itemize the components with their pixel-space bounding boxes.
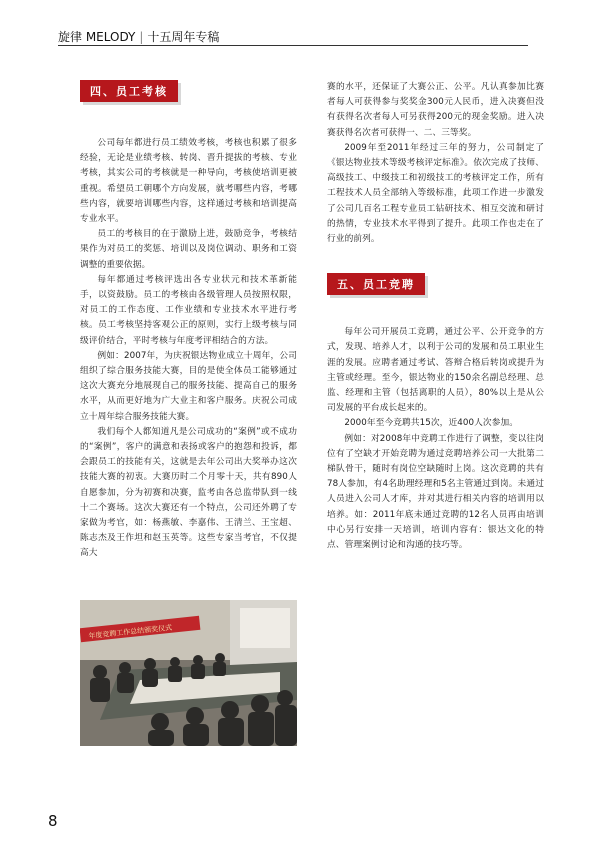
- paragraph: 例如：2007年，为庆祝银达物业成立十周年，公司组织了综合服务技能大赛，目的是使全体员工能够通过这次大赛充分地展现自己的服务技能、提高自己的服务水平，从而更好地为广大业主和客户服务。庆祝公司成立十周年综合服务技能大赛。: [80, 350, 297, 422]
- right-column: [327, 80, 544, 553]
- paragraph: 2009年至2011年经过三年的努力，公司制定了《银达物业技术等级考核评定标准》。依次完成了技师、高级技工、中级技工和初级技工的考核评定工作，所有工程技术人员全部纳入等级标准，此项工作进一步激发了公司几百名工程专业员工钻研技术、相互交流和研讨的热情，专业技术水平得到了提升。此项工作也走在了行业的前列。: [327, 142, 544, 245]
- meeting-photo: [80, 600, 297, 746]
- magazine-title: 旋律 MELODY: [58, 30, 136, 44]
- header-separator: |: [139, 30, 144, 44]
- paragraph: 每年公司开展员工竞聘，通过公平、公开竞争的方式，发现、培养人才，以利于公司的发展和员工职业生涯的发展。应聘者通过考试、答辩合格后转岗或提升为主管或经理。至今，银达物业的150余名副总经理、总监、经理和主管（包括离职的人员），80%以上是从公司发展的平台成长起来的。: [327, 327, 544, 414]
- paragraph: 例如：对2008年中竞聘工作进行了调整，变以往岗位有了空缺才开始竞聘为通过竞聘培养公司一大批第二梯队骨干，随时有岗位空缺随时上岗。这次竞聘的共有78人参加，有4名助理经理和5名主管通过到岗。未通过人员进入公司人才库，并对其进行相关内容的培训用以培养。如：2011年底未通过竞聘的12名人员再由培训中心另行安排一天培训，培训内容有：银达文化的特点、管理案例讨论和沟通的技巧等。: [327, 433, 544, 551]
- header-rule: [58, 45, 528, 46]
- left-column: [80, 80, 297, 562]
- paragraph: 2000年至今竞聘共15次，近400人次参加。: [344, 418, 519, 429]
- banner-text: 年度竞聘工作总结颁奖仪式: [88, 623, 173, 641]
- meeting-photo-illustration: [80, 600, 297, 746]
- paragraph: 公司每年都进行员工绩效考核，考核也积累了很多经验，无论是业绩考核、转岗、晋升提拔的考核、专业考核，其实公司的考核就是一种导向，考核使培训更被重视。希望员工朝哪个方向发展，就考哪些内容，考哪些内容，就要培训哪些内容，这样通过考核和培训提高专业水平。: [80, 138, 297, 225]
- page-number: 8: [48, 812, 58, 830]
- paragraph-continued: 赛的水平，还保证了大赛公正、公平。凡认真参加比赛者每人可获得参与奖奖金300元人民币，进入决赛但没有获得名次者每人可另获得200元的现金奖励。进入决赛获得名次者可获得一、二、三等奖。: [327, 82, 544, 138]
- paragraph: 我们每个人都知道凡是公司成功的“案例”或不成功的“案例”，客户的满意和表扬或客户的抱怨和投诉，都会跟员工的技能有关，这就是去年公司出大奖举办这次技能大赛的初衷。大赛历时二个月零十天，共有890人自愿参加，分为初赛和决赛，监考由各总监带队到一线十二个赛场。这次大赛还有一个特点，公司还外聘了专家做为考官，如：杨燕敏、李嘉伟、王清兰、王宝超、陈志杰及王作坦和赵玉英等。这些专家当考官，不仅提高大: [80, 426, 297, 559]
- section-title-competition: 五、员工竞聘: [327, 273, 425, 295]
- paragraph: 员工的考核目的在于激励上进，鼓励竞争，考核结果作为对员工的奖惩、培训以及岗位调动、职务和工资调整的重要依据。: [80, 229, 297, 270]
- page-header: [58, 26, 528, 50]
- column-title: 十五周年专稿: [147, 30, 220, 44]
- paragraph: 每年都通过考核评选出各专业状元和技术革新能手，以资鼓励。员工的考核由各级管理人员按照权限，对员工的工作态度、工作业绩和专业技术水平进行考核。员工考核坚持客观公正的原则，实行上级考核与同级评价结合，平时考核与年度考评相结合的方法。: [80, 274, 297, 346]
- section-title-assessment: 四、员工考核: [80, 80, 178, 102]
